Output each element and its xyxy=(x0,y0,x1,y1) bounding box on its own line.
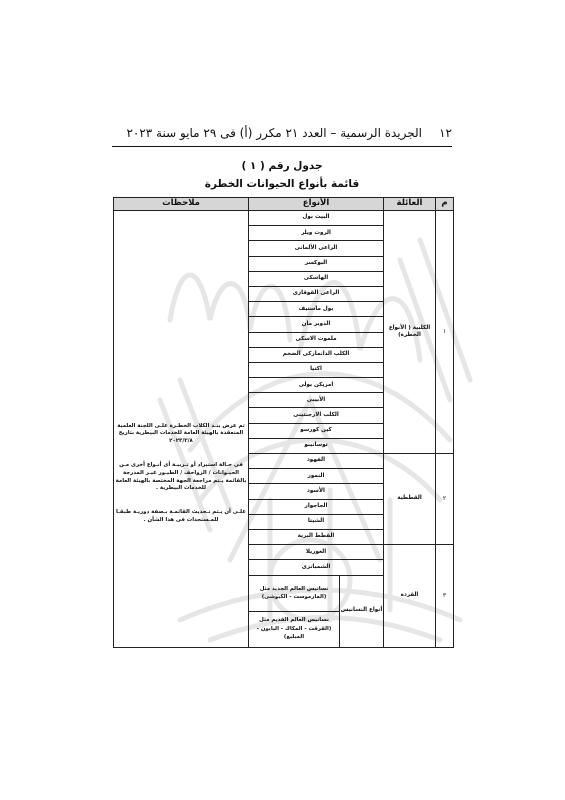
species-cell: النمور xyxy=(249,469,384,484)
species-cell: الهاسكى xyxy=(249,271,384,286)
page-number: ١٢ xyxy=(439,126,452,140)
table-label: جدول رقم ( ١ ) xyxy=(241,160,323,172)
species-cell: البيت بول xyxy=(249,211,384,226)
species-cell: الروت ويلر xyxy=(249,226,384,241)
table-row xyxy=(114,211,454,226)
species-cell: كين كورسو xyxy=(249,423,384,438)
note-item: تم عرض بنـد الكلاب الخطـرة علـى اللجنة العلمية المنعقدة بالهيئة العامة للخدمات البيطرية بتاريخ ٢٠٢٣/٣/٨ xyxy=(117,422,245,445)
table-header-row xyxy=(114,198,454,211)
species-cell: الكلب الدانماركى الضخم xyxy=(249,347,384,362)
note-item: فى حـالة استيراد أو تـربيـة أى أنـواع أخرى مـن الحيـوانات / الزواحف / الطيـور غيـر المدرجة بالقائمة يـتم مراجعة الجهة المختصة بالهيئة العامة للخدمات البيطرية . xyxy=(115,462,247,492)
species-cell: اكتيا xyxy=(249,362,384,377)
family-name: القططية xyxy=(384,454,436,545)
species-subgroup: نسانيس العالم القديم مثل (القرقت - المكاك - البابون - المبلبع) xyxy=(249,611,340,647)
note-item: علـى أن يـتم تـحديث القائمـة بـصفة دوريـة طبقـا للمـستجدات فى هذا الشأن . xyxy=(116,509,246,524)
species-cell: القطط البرية xyxy=(249,529,384,544)
species-cell: الأبيبى xyxy=(249,393,384,408)
col-header-num: م xyxy=(436,198,454,211)
species-cell: امريكن بولى xyxy=(249,378,384,393)
running-header xyxy=(112,126,452,142)
dangerous-animals-table xyxy=(113,197,454,648)
species-cell: الراعى القوقازى xyxy=(249,286,384,301)
species-cell: الجاجوار xyxy=(249,499,384,514)
col-header-family: العائلة xyxy=(384,198,436,211)
species-cell: الشيتا xyxy=(249,514,384,529)
species-group-name: أنواع النسانيس xyxy=(340,575,384,647)
species-cell: الغوريلا xyxy=(249,545,384,560)
header-rule xyxy=(112,146,452,147)
species-cell: الأسود xyxy=(249,484,384,499)
family-number: ١ xyxy=(436,211,454,454)
species-subgroup: نسانيس العالم الجديد مثل (المارموست - الكبوشى) xyxy=(249,575,340,611)
species-cell: الشمبانزى xyxy=(249,560,384,575)
notes-cell xyxy=(114,211,249,648)
table-title: قائمة بأنواع الحيوانات الخطرة xyxy=(204,178,360,190)
family-number: ٣ xyxy=(436,545,454,647)
species-cell: الفهود xyxy=(249,454,384,469)
species-cell: بول ماستيف xyxy=(249,302,384,317)
family-name: الكلبية ( الأنواع الخطرة) xyxy=(384,211,436,454)
species-cell: الدوبر مان xyxy=(249,317,384,332)
species-cell: الراعى الألمانى xyxy=(249,241,384,256)
col-header-notes: ملاحظات xyxy=(114,198,249,211)
species-cell: توسانينو xyxy=(249,438,384,453)
species-cell: ملموت الاسكى xyxy=(249,332,384,347)
publication-line: الجريدة الرسمية – العدد ٢١ مكرر (أ) فى ٢٩ مايو سنة ٢٠٢٣ xyxy=(126,126,422,140)
family-name: القردة xyxy=(384,545,436,647)
species-cell: الكلب الارجنتينى xyxy=(249,408,384,423)
col-header-species: الأنواع xyxy=(249,198,384,211)
family-number: ٢ xyxy=(436,454,454,545)
species-cell: البوكسر xyxy=(249,256,384,271)
